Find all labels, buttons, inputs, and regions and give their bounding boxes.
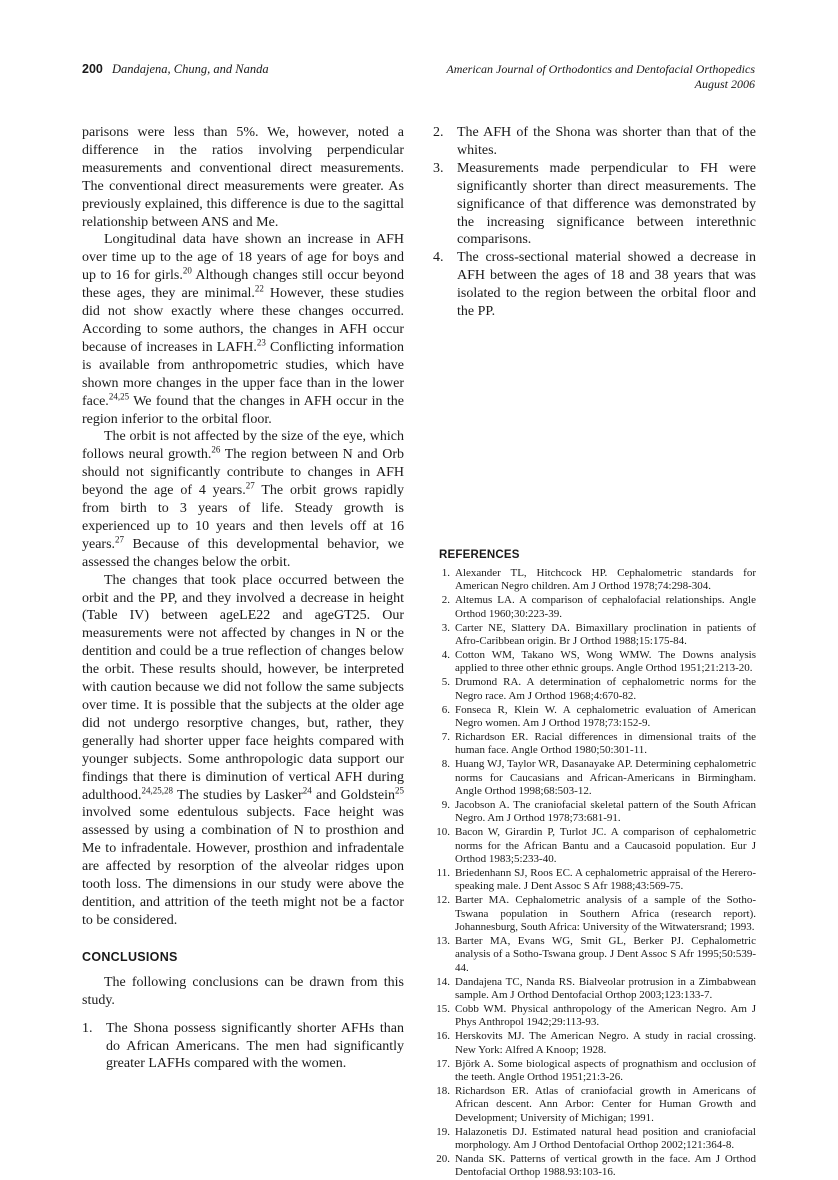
conclusion-item bbox=[433, 249, 756, 321]
item-number: 20. bbox=[436, 1152, 450, 1165]
item-text: Drumond RA. A determination of cephalometric norms for the Negro race. Am J Orthod 1968;4:670-82. bbox=[455, 676, 756, 702]
item-text: Alexander TL, Hitchcock HP. Cephalometric standards for American Negro children. Am J Orthod 1978;74:298-304. bbox=[455, 566, 756, 593]
reference-item bbox=[433, 649, 756, 676]
citation-superscript: 27 bbox=[245, 480, 255, 491]
item-text: Huang WJ, Taylor WR, Dasanayake AP. Determining cephalometric norms for Caucasians and African-Americans in Birmingham. Angle Orthod 1998;68:503-12. bbox=[455, 758, 756, 797]
item-text: Richardson ER. Racial differences in dimensional traits of the human face. Angle Orthod 1980;50:301-11. bbox=[455, 730, 756, 757]
reference-item bbox=[433, 704, 756, 731]
running-header-left bbox=[82, 62, 269, 77]
left-column bbox=[82, 124, 404, 1073]
paragraph-text: The studies by Lasker bbox=[173, 787, 303, 803]
conclusions-intro: The following conclusions can be drawn from this study. bbox=[82, 974, 404, 1008]
paragraph-text: The changes that took place occurred between the orbit and the PP, and they involved a decrease in height (Table IV) between ageLE22 and ageGT25. Our measurements were not affected by changes in N or the dentition and could be a true reflection of changes below the orbit. These results should, however, be interpreted with caution because we did not follow the same subjects over time. It is possible that the subjects at the older age did not undergo resorptive changes, but, rather, they generally had shorter upper face heights compared with younger subjects. Some anthropologic data support our findings that there is diminution of vertical AFH during adulthood. bbox=[82, 572, 404, 803]
running-authors: Dandajena, Chung, and Nanda bbox=[111, 62, 269, 76]
citation-superscript: 24 bbox=[302, 784, 312, 795]
paragraph-text: Because of this developmental behavior, we assessed the changes below the orbit. bbox=[82, 536, 404, 570]
item-number: 12. bbox=[436, 894, 450, 907]
reference-item bbox=[433, 1003, 756, 1030]
item-number: 13. bbox=[436, 934, 450, 947]
citation-superscript: 25 bbox=[395, 784, 405, 795]
reference-item bbox=[433, 867, 756, 894]
page-number: 200 bbox=[82, 62, 103, 76]
item-text: Altemus LA. A comparison of cephalofacial relationships. Angle Orthod 1960;30:223-39. bbox=[455, 594, 756, 620]
reference-item bbox=[433, 731, 756, 758]
reference-item bbox=[433, 976, 756, 1003]
body-paragraph bbox=[82, 428, 404, 571]
citation-superscript: 23 bbox=[256, 337, 266, 348]
item-text: The Shona possess significantly shorter AFHs than do African Americans. The men had significantly greater LAFHs compared with the women. bbox=[106, 1020, 404, 1072]
conclusion-item bbox=[433, 160, 756, 250]
body-paragraph bbox=[82, 572, 404, 930]
reference-item bbox=[433, 622, 756, 649]
right-column bbox=[433, 124, 756, 1180]
item-number: 19. bbox=[436, 1125, 450, 1138]
conclusions-heading: CONCLUSIONS bbox=[82, 949, 178, 964]
reference-item bbox=[433, 894, 756, 934]
item-text: Cotton WM, Takano WS, Wong WMW. The Downs analysis applied to three other ethnic groups. Angle Orthod 1951;21:213-20. bbox=[455, 648, 756, 675]
item-number: 1. bbox=[441, 566, 450, 579]
journal-issue: August 2006 bbox=[694, 77, 755, 91]
item-text: Herskovits MJ. The American Negro. A study in racial crossing. New York: Alfred A Knoop; 1928. bbox=[455, 1030, 756, 1056]
item-text: Bacon W, Girardin P, Turlot JC. A comparison of cephalometric norms for the African Bantu and a Caucasoid population. Eur J Orthod 1983;5:233-40. bbox=[455, 826, 756, 865]
paragraph-text: The orbit is not affected by the size of the eye, which follows neural growth. bbox=[82, 429, 404, 463]
reference-item bbox=[433, 1153, 756, 1180]
body-paragraphs bbox=[82, 124, 404, 930]
item-number: 8. bbox=[441, 758, 450, 771]
item-text: Barter MA, Evans WG, Smit GL, Berker PJ. Cephalometric analysis of a Sotho-Tswana group. J Dent Assoc S Afr 1995;50:539-44. bbox=[455, 934, 756, 974]
references-heading: REFERENCES bbox=[439, 548, 520, 561]
citation-superscript: 24,25,28 bbox=[141, 784, 173, 795]
reference-item bbox=[433, 1126, 756, 1153]
item-text: Halazonetis DJ. Estimated natural head position and craniofacial morphology. Am J Orthod Dentofacial Orthop 2002;121:364-8. bbox=[455, 1125, 756, 1152]
item-text: Jacobson A. The craniofacial skeletal pattern of the South African Negro. Am J Orthod 1978;73:681-91. bbox=[455, 798, 756, 825]
reference-item bbox=[433, 799, 756, 826]
reference-item bbox=[433, 1085, 756, 1125]
item-number: 2. bbox=[433, 125, 444, 140]
conclusion-item bbox=[82, 1020, 404, 1074]
item-text: Dandajena TC, Nanda RS. Bialveolar protrusion in a Zimbabwean sample. Am J Orthod Dentofacial Orthop 2003;123:133-7. bbox=[455, 975, 756, 1002]
paragraph-text: Although changes still occur beyond these ages, they are minimal. bbox=[82, 268, 404, 302]
reference-item bbox=[433, 1030, 756, 1057]
body-paragraph bbox=[82, 231, 404, 428]
running-header-right bbox=[446, 62, 755, 92]
item-text: The AFH of the Shona was shorter than that of the whites. bbox=[457, 125, 756, 158]
item-text: Richardson ER. Atlas of craniofacial growth in Americans of African descent. Ann Arbor: Center for Human Growth and Development; University of Michigan; 1991. bbox=[455, 1084, 756, 1124]
item-text: The cross-sectional material showed a decrease in AFH between the ages of 18 and 38 years that was isolated to the region between the orbital floor and the PP. bbox=[457, 250, 756, 320]
item-number: 14. bbox=[436, 975, 450, 988]
item-text: Björk A. Some biological aspects of prognathism and occlusion of the teeth. Angle Orthod 1951;21:3-26. bbox=[455, 1057, 756, 1083]
item-text: Carter NE, Slattery DA. Bimaxillary proclination in patients of Afro-Caribbean origin. Br J Orthod 1988;15:175-84. bbox=[455, 621, 756, 647]
conclusions-list-continued bbox=[433, 124, 756, 321]
paragraph-text: The orbit grows rapidly from birth to 3 years of life. Steady growth is experienced up to 10 years and then levels off at 16 years. bbox=[82, 483, 404, 552]
body-paragraph bbox=[82, 124, 404, 231]
reference-item bbox=[433, 935, 756, 975]
paragraph-text: We found that the changes in AFH occur in the region inferior to the orbital floor. bbox=[82, 393, 404, 427]
item-text: Nanda SK. Patterns of vertical growth in the face. Am J Orthod Dentofacial Orthop 1988.93:103-16. bbox=[455, 1152, 756, 1179]
reference-item bbox=[433, 594, 756, 621]
references-list bbox=[433, 567, 756, 1180]
paragraph-text: and Goldstein bbox=[311, 787, 396, 803]
conclusions-list bbox=[82, 1020, 404, 1074]
item-text: Cobb WM. Physical anthropology of the American Negro. Am J Phys Anthropol 1942;29:113-93. bbox=[455, 1002, 756, 1029]
item-number: 2. bbox=[441, 594, 450, 607]
item-number: 3. bbox=[433, 160, 444, 176]
item-number: 18. bbox=[436, 1084, 450, 1097]
item-text: Measurements made perpendicular to FH were significantly shorter than direct measurements. The significance of that difference was demonstrated by the increasing significance between interethnic comparisons. bbox=[457, 160, 756, 248]
item-text: Briedenhann SJ, Roos EC. A cephalometric appraisal of the Herero-speaking male. J Dent Assoc S Afr 1988;43:569-75. bbox=[455, 866, 756, 893]
item-number: 1. bbox=[82, 1020, 93, 1036]
item-number: 9. bbox=[441, 798, 450, 811]
citation-superscript: 26 bbox=[211, 444, 221, 455]
paragraph-text: Conflicting information is available from anthropometric studies, which have shown more changes in the upper face than in the lower face. bbox=[82, 339, 404, 409]
item-number: 6. bbox=[441, 703, 450, 716]
journal-title: American Journal of Orthodontics and Dentofacial Orthopedics bbox=[446, 62, 755, 76]
item-number: 15. bbox=[436, 1002, 450, 1015]
item-number: 7. bbox=[441, 730, 450, 743]
item-number: 3. bbox=[441, 621, 450, 634]
paragraph-text: However, these studies did not show exactly where these changes occurred. According to some authors, the changes in AFH occur because of increases in LAFH. bbox=[82, 286, 405, 355]
conclusion-item bbox=[433, 124, 756, 160]
item-number: 5. bbox=[441, 676, 450, 689]
item-number: 4. bbox=[433, 250, 444, 266]
reference-item bbox=[433, 758, 756, 798]
citation-superscript: 24,25 bbox=[108, 390, 130, 401]
item-text: Fonseca R, Klein W. A cephalometric evaluation of American Negro women. Am J Orthod 1978;73:152-9. bbox=[455, 703, 756, 729]
reference-item bbox=[433, 826, 756, 866]
item-number: 11. bbox=[436, 866, 450, 879]
item-number: 4. bbox=[441, 648, 450, 661]
item-text: Barter MA. Cephalometric analysis of a sample of the Sotho-Tswana population in Southern Africa (research report). Johannesburg, South Africa: University of the Witwatersrand; 1993. bbox=[455, 894, 756, 934]
item-number: 16. bbox=[436, 1030, 450, 1043]
reference-item bbox=[433, 1058, 756, 1085]
paragraph-text: involved some edentulous subjects. Face height was assessed by using a combination of N to prosthion and Me to infradentale. However, prosthion and infradentale are affected by resorption of the alveolar ridges upon tooth loss. The dimensions in our study were above the dentition, and attrition of the teeth might not be a factor to be considered. bbox=[82, 805, 404, 928]
paragraph-text: Longitudinal data have shown an increase in AFH over time up to the age of 18 years of age for boys and up to 16 for girls. bbox=[82, 232, 404, 284]
citation-superscript: 22 bbox=[254, 283, 264, 294]
citation-superscript: 27 bbox=[115, 534, 125, 545]
paragraph-text: parisons were less than 5%. We, however, noted a difference in the ratios involving perpendicular measurements and conventional direct measurements. The conventional direct measurements were greater. As previously explained, this difference is due to the sagittal relationship between ANS and Me. bbox=[82, 125, 404, 230]
reference-item bbox=[433, 676, 756, 703]
citation-superscript: 20 bbox=[182, 265, 192, 276]
paragraph-text: The region between N and Orb should not significantly contribute to changes in AFH beyond the age of 4 years. bbox=[82, 447, 404, 499]
reference-item bbox=[433, 567, 756, 594]
item-number: 10. bbox=[436, 826, 450, 839]
item-number: 17. bbox=[436, 1057, 450, 1070]
